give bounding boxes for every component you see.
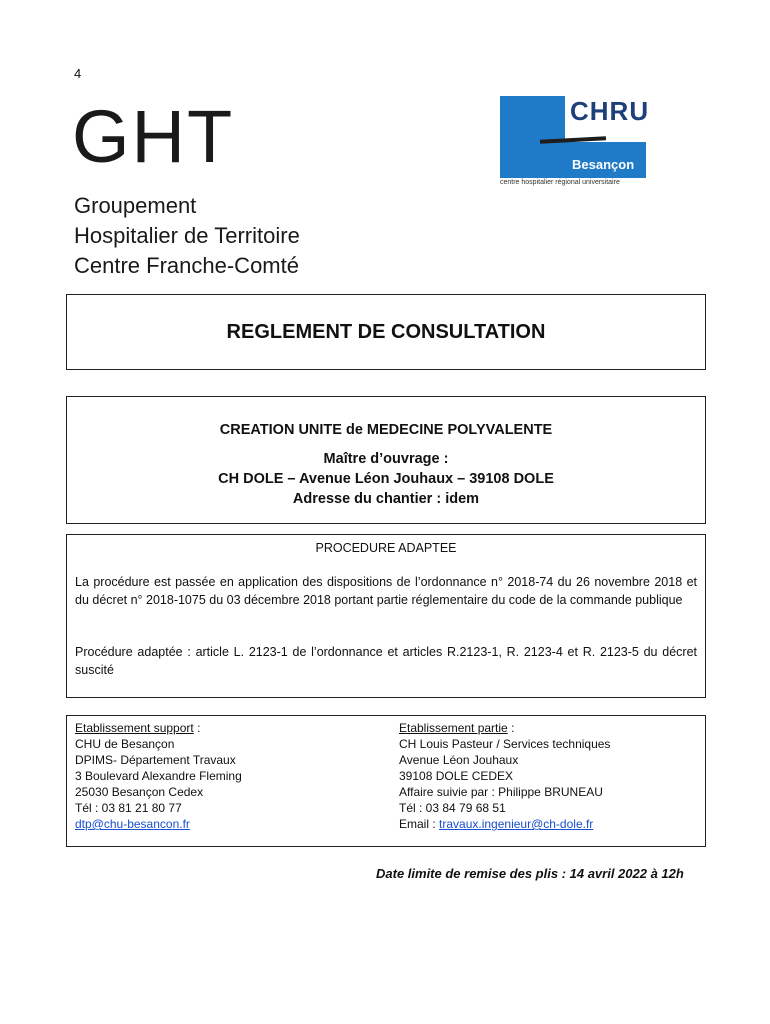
support-line: 25030 Besançon Cedex <box>75 785 204 799</box>
procedure-paragraph-2: Procédure adaptée : article L. 2123-1 de l’ordonnance et articles R.2123-1, R. 2123-4 et R. 2123-5 du décret suscité <box>75 645 697 677</box>
subtitle-line-2: Hospitalier de Territoire <box>74 223 300 248</box>
subtitle-line-3: Centre Franche-Comté <box>74 253 299 278</box>
party-email-link[interactable]: travaux.ingenieur@ch-dole.fr <box>439 817 594 831</box>
project-box <box>66 396 706 524</box>
chru-logo <box>500 96 650 190</box>
logo-tagline: centre hospitalier régional universitaire <box>500 179 620 186</box>
ght-heading: GHT <box>72 95 235 178</box>
support-line: DPIMS- Département Travaux <box>75 753 236 767</box>
party-heading-suffix: : <box>507 721 515 735</box>
support-line: Tél : 03 81 21 80 77 <box>75 801 182 815</box>
procedure-box <box>66 534 706 698</box>
party-line: Affaire suivie par : Philippe BRUNEAU <box>399 785 603 799</box>
page-number: 4 <box>74 66 82 81</box>
support-heading-suffix: : <box>193 721 201 735</box>
support-heading: Etablissement support <box>75 721 194 735</box>
party-column <box>399 720 610 832</box>
support-heading-line <box>75 720 242 736</box>
logo-blue-block <box>500 96 565 178</box>
support-line: CHU de Besançon <box>75 737 175 751</box>
support-email-link[interactable]: dtp@chu-besancon.fr <box>75 817 190 831</box>
logo-name: CHRU <box>570 96 650 126</box>
support-line: 3 Boulevard Alexandre Fleming <box>75 769 242 783</box>
party-line: Tél : 03 84 79 68 51 <box>399 801 506 815</box>
submission-deadline: Date limite de remise des plis : 14 avril 2022 à 12h <box>376 866 684 881</box>
address-box <box>66 715 706 847</box>
moa-label: Maître d’ouvrage : <box>323 451 449 467</box>
title-box <box>66 294 706 370</box>
support-column <box>75 720 242 832</box>
party-email-label: Email : <box>399 817 440 831</box>
logo-city: Besançon <box>572 157 635 172</box>
party-line: Avenue Léon Jouhaux <box>399 753 519 767</box>
party-line: 39108 DOLE CEDEX <box>399 769 514 783</box>
subtitle-line-1: Groupement <box>74 193 197 218</box>
party-line: CH Louis Pasteur / Services techniques <box>399 737 611 751</box>
moa-address: CH DOLE – Avenue Léon Jouhaux – 39108 DOLE <box>218 471 554 487</box>
site-address: Adresse du chantier : idem <box>292 491 480 507</box>
document-title: REGLEMENT DE CONSULTATION <box>226 321 546 343</box>
project-title: CREATION UNITE de MEDECINE POLYVALENTE <box>219 422 553 438</box>
procedure-paragraph-1: La procédure est passée en application des dispositions de l’ordonnance n° 2018-74 du 26 novembre 2018 et du décret n° 2018-1075 du 03 décembre 2018 portant partie réglementaire du code de la commande publique <box>75 575 697 607</box>
party-heading-line <box>399 720 610 736</box>
party-heading: Etablissement partie <box>399 721 508 735</box>
procedure-heading: PROCEDURE ADAPTEE <box>315 541 457 555</box>
